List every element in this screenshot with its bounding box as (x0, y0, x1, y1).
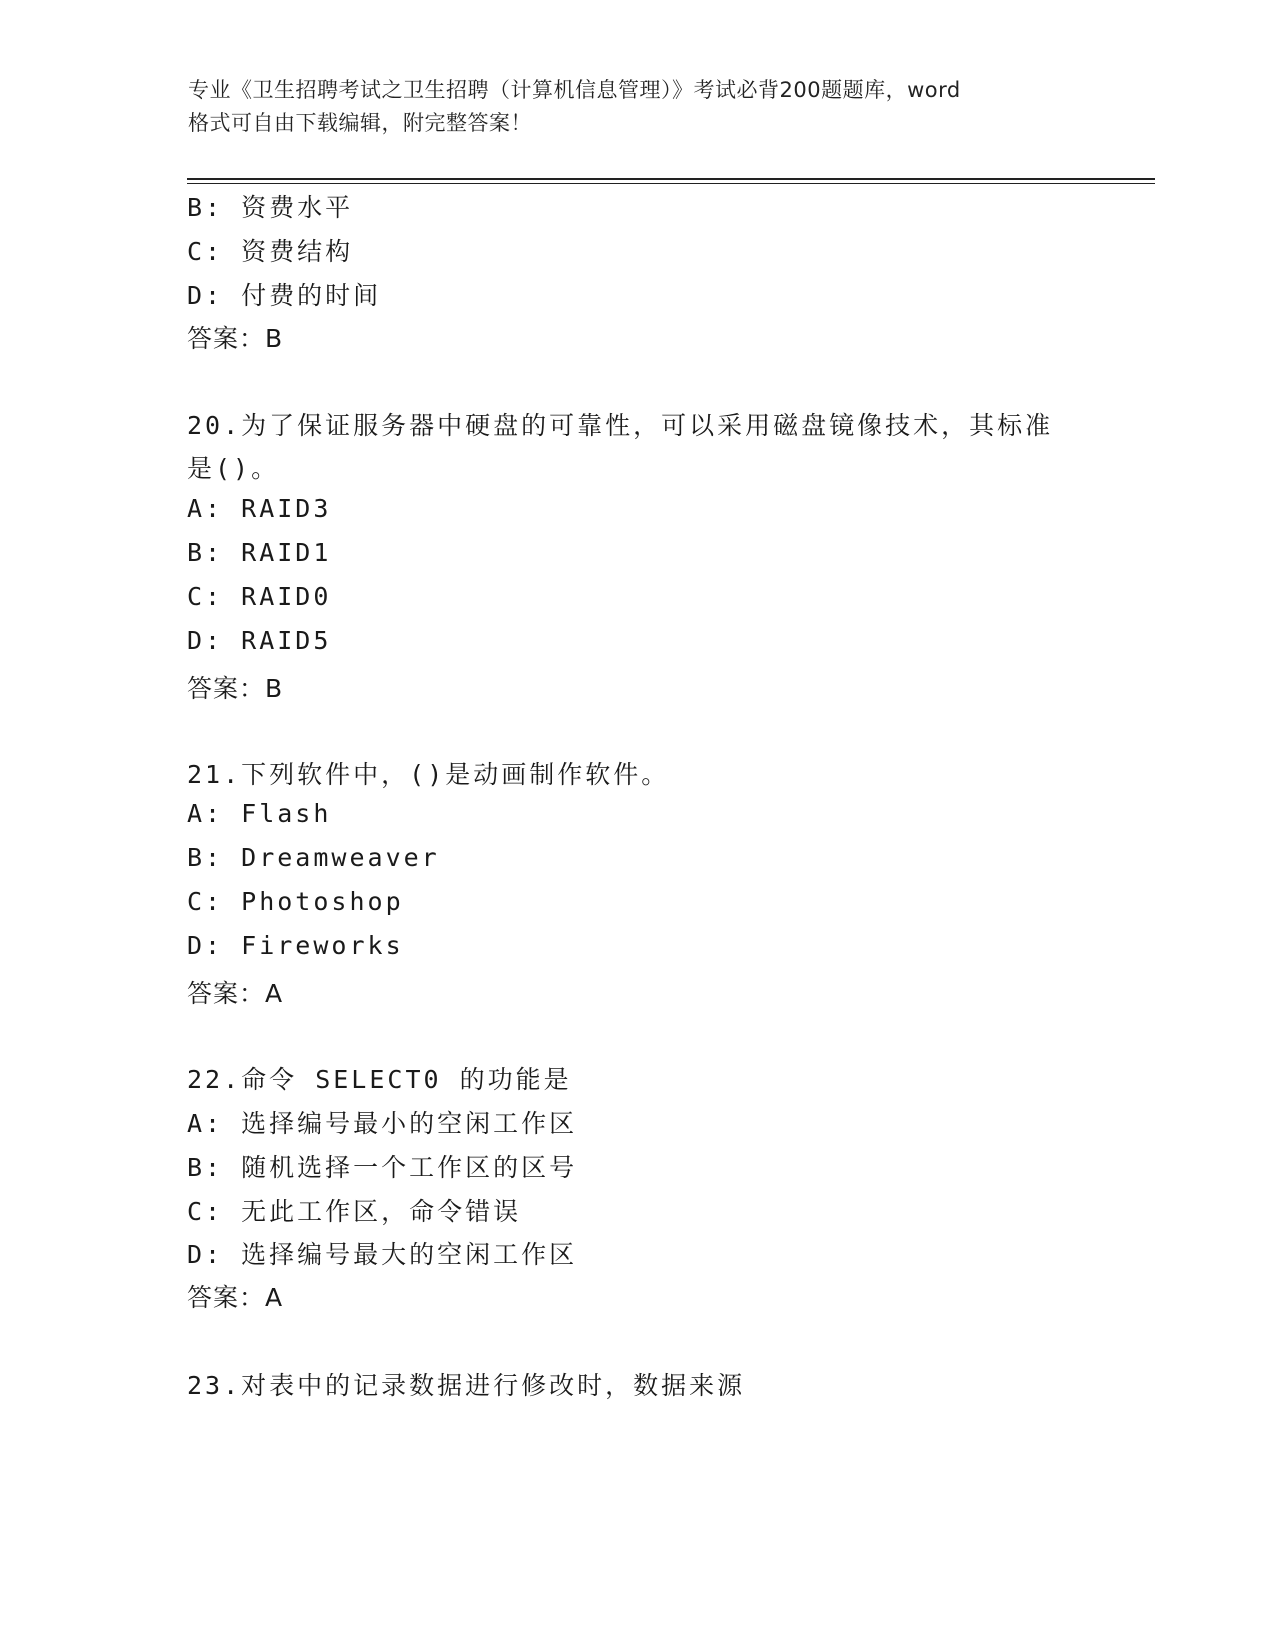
q20-option-a: A: RAID3 (187, 494, 332, 523)
q19-answer: 答案：B (187, 324, 284, 353)
q19-option-b: B: 资费水平 (187, 193, 354, 222)
q20-option-c: C: RAID0 (187, 582, 332, 611)
q22-answer: 答案：A (187, 1283, 284, 1312)
document-header (188, 74, 1088, 140)
header-divider-thin (187, 183, 1155, 184)
q20-option-b: B: RAID1 (187, 538, 332, 567)
q19-option-d: D: 付费的时间 (187, 281, 382, 310)
q21-stem: 21.下列软件中，()是动画制作软件。 (187, 760, 670, 789)
q22-option-b: B: 随机选择一个工作区的区号 (187, 1153, 578, 1182)
header-line-1: 专业《卫生招聘考试之卫生招聘（计算机信息管理）》考试必背200题题库，word (188, 78, 961, 102)
q20-stem-line-1: 20.为了保证服务器中硬盘的可靠性，可以采用磁盘镜像技术，其标准 (187, 411, 1054, 440)
header-divider-thick (187, 178, 1155, 180)
q19-option-c: C: 资费结构 (187, 237, 354, 266)
header-line-2: 格式可自由下载编辑，附完整答案！ (188, 111, 532, 135)
q21-option-c: C: Photoshop (187, 887, 404, 916)
q21-option-a: A: Flash (187, 799, 332, 828)
q23-stem: 23.对表中的记录数据进行修改时，数据来源 (187, 1371, 746, 1400)
q21-option-d: D: Fireworks (187, 931, 404, 960)
q20-option-d: D: RAID5 (187, 626, 332, 655)
q22-option-c: C: 无此工作区，命令错误 (187, 1197, 522, 1226)
q22-option-a: A: 选择编号最小的空闲工作区 (187, 1109, 578, 1138)
q20-stem-line-2: 是()。 (187, 454, 280, 483)
q22-stem: 22.命令 SELECT0 的功能是 (187, 1065, 572, 1094)
q20-answer: 答案：B (187, 674, 284, 703)
q21-answer: 答案：A (187, 979, 284, 1008)
q22-option-d: D: 选择编号最大的空闲工作区 (187, 1240, 578, 1269)
q21-option-b: B: Dreamweaver (187, 843, 440, 872)
